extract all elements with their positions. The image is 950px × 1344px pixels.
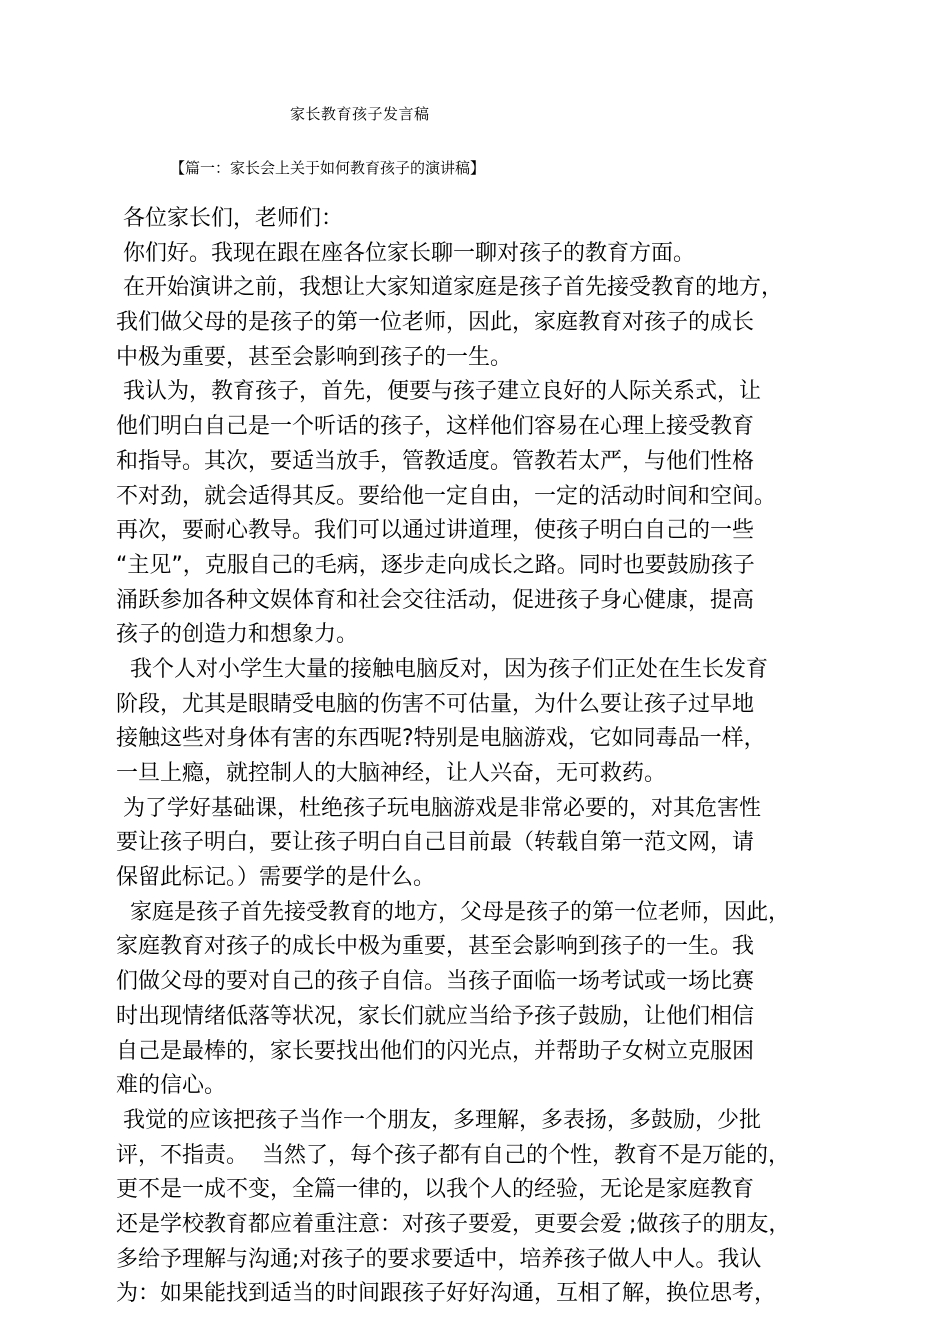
body-text-line: 要让孩子明白，要让孩子明白自己目前最（转载自第一范文网，请	[116, 830, 755, 856]
document-subtitle: 【篇一：家长会上关于如何教育孩子的演讲稿】	[170, 159, 486, 177]
body-text-line: 时出现情绪低落等状况，家长们就应当给予孩子鼓励，让他们相信	[116, 1003, 755, 1029]
body-text-line: 我觉的应该把孩子当作一个朋友，多理解，多表扬，多鼓励，少批	[116, 1107, 761, 1133]
body-text-line: 我认为，教育孩子，首先，便要与孩子建立良好的人际关系式，让	[116, 379, 761, 405]
body-text-line: 中极为重要，甚至会影响到孩子的一生。	[116, 344, 513, 370]
body-text-line: 更不是一成不变，全篇一律的，以我个人的经验，无论是家庭教育	[116, 1177, 755, 1203]
body-text-line: 家庭教育对孩子的成长中极为重要，甚至会影响到孩子的一生。我	[116, 934, 755, 960]
body-text-line: 们做父母的要对自己的孩子自信。当孩子面临一场考试或一场比赛	[116, 969, 755, 995]
body-text-line: 自己是最棒的，家长要找出他们的闪光点，并帮助子女树立克服困	[116, 1038, 755, 1064]
body-text-line: 还是学校教育都应着重注意：对孩子要爱，更要会爱 ;做孩子的朋友，	[116, 1211, 791, 1237]
body-text-line: 阶段，尤其是眼睛受电脑的伤害不可估量，为什么要让孩子过早地	[116, 691, 755, 717]
body-text-line: 和指导。其次，要适当放手，管教适度。管教若太严，与他们性格	[116, 448, 755, 474]
body-text-line: 保留此标记。）需要学的是什么。	[116, 865, 436, 891]
body-text-line: 一旦上瘾，就控制人的大脑神经，让人兴奋，无可救药。	[116, 761, 667, 786]
body-text-line: “主见”，克服自己的毛病，逐步走向成长之路。同时也要鼓励孩子	[116, 552, 755, 578]
body-text-line: 评，不指责。 当然了，每个孩子都有自己的个性，教育不是万能的，	[116, 1142, 790, 1168]
body-text-line: 多给予理解与沟通;对孩子的要求要适中，培养孩子做人中人。我认	[116, 1246, 762, 1272]
document-title: 家长教育孩子发言稿	[290, 105, 430, 123]
body-text-line: 家庭是孩子首先接受教育的地方，父母是孩子的第一位老师，因此，	[116, 899, 790, 925]
body-text-line: 不对劲，就会适得其反。要给他一定自由，一定的活动时间和空间。	[116, 483, 777, 509]
body-text-line: 在开始演讲之前，我想让大家知道家庭是孩子首先接受教育的地方，	[116, 275, 783, 301]
body-text-line: 涌跃参加各种文娱体育和社会交往活动，促进孩子身心健康，提高	[116, 587, 755, 613]
body-text-line: 孩子的创造力和想象力。	[116, 622, 359, 648]
body-text-line: 为了学好基础课，杜绝孩子玩电脑游戏是非常必要的，对其危害性	[116, 795, 761, 821]
body-text-line: 接触这些对身体有害的东西呢?特别是电脑游戏，它如同毒品一样，	[116, 726, 766, 752]
body-text-line: 难的信心。	[116, 1073, 227, 1099]
body-text-line: 再次，要耐心教导。我们可以通过讲道理，使孩子明白自己的一些	[116, 518, 755, 544]
body-text-line: 他们明白自己是一个听话的孩子，这样他们容易在心理上接受教育	[116, 414, 755, 440]
body-text-line: 你们好。我现在跟在座各位家长聊一聊对孩子的教育方面。	[116, 240, 695, 266]
document-body	[116, 202, 836, 1312]
body-text-line: 各位家长们，老师们：	[116, 206, 343, 231]
body-text-line: 为：如果能找到适当的时间跟孩子好好沟通，互相了解，换位思考，	[116, 1281, 777, 1307]
body-text-line: 我个人对小学生大量的接触电脑反对，因为孩子们正处在生长发育	[116, 656, 768, 682]
body-text-line: 我们做父母的是孩子的第一位老师，因此，家庭教育对孩子的成长	[116, 310, 755, 336]
